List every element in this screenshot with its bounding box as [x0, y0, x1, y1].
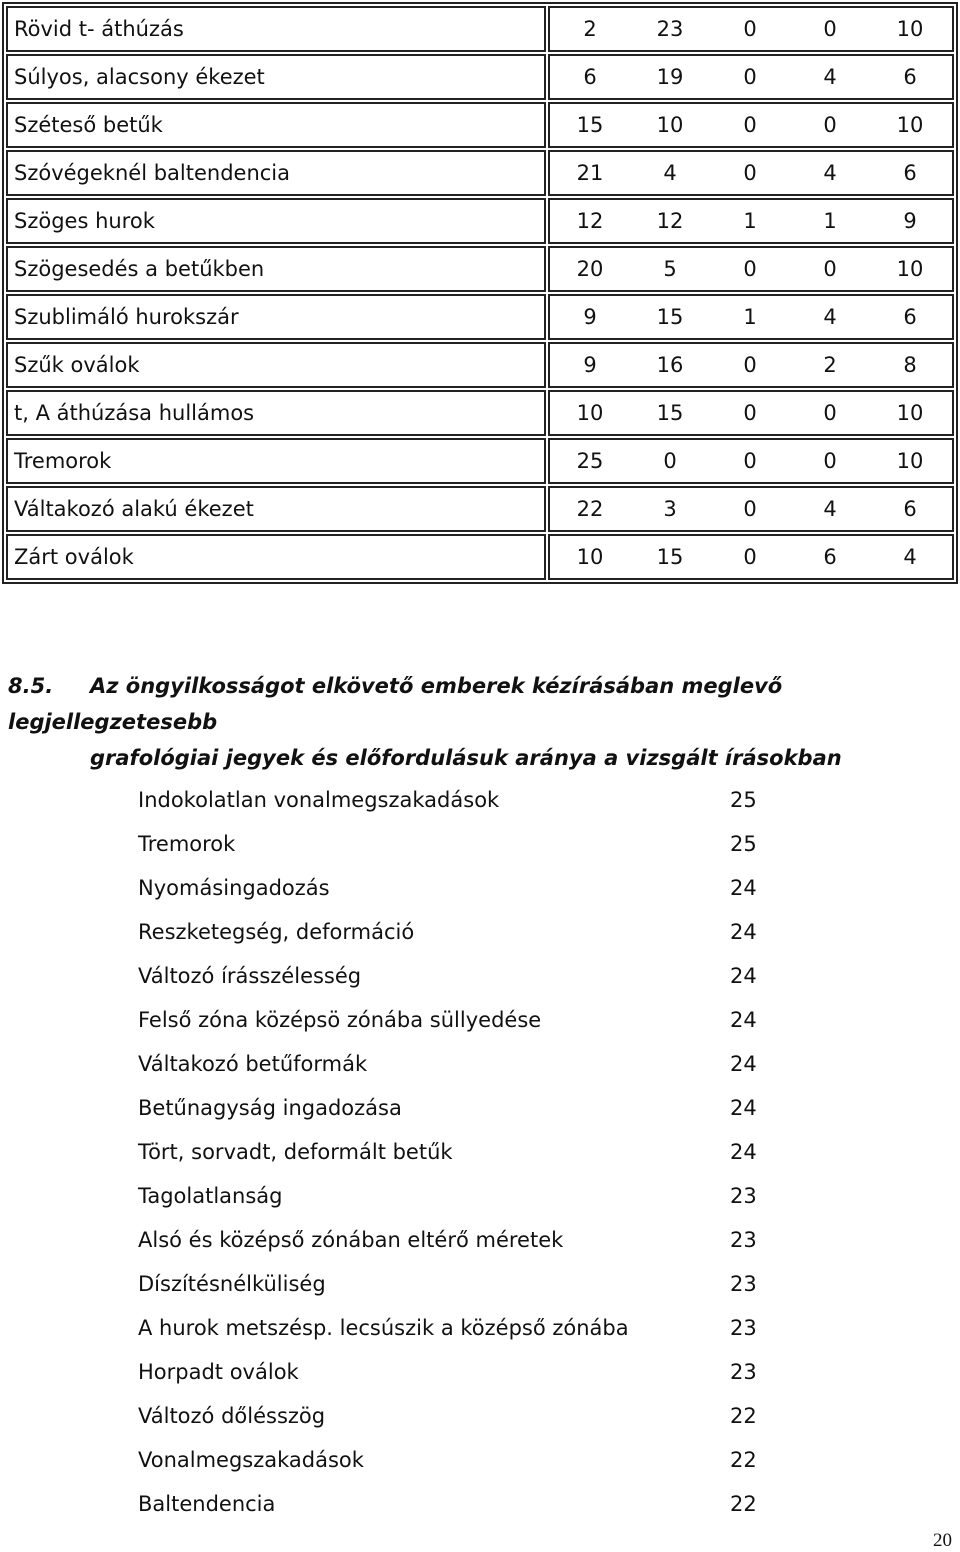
- feature-list: [138, 778, 778, 1526]
- row-values: [548, 438, 954, 484]
- row-value: 0: [743, 545, 757, 569]
- table-row: [6, 102, 954, 148]
- row-value: 0: [743, 449, 757, 473]
- row-value: 12: [656, 209, 684, 233]
- row-value: 6: [583, 65, 597, 89]
- row-value: 8: [903, 353, 917, 377]
- list-item: [138, 1350, 778, 1394]
- row-value: 2: [823, 353, 837, 377]
- row-value: 4: [903, 545, 917, 569]
- list-item-name: Tört, sorvadt, deformált betűk: [138, 1140, 453, 1164]
- table-row: [6, 6, 954, 52]
- table-row: [6, 438, 954, 484]
- row-value: 4: [663, 161, 677, 185]
- list-item: [138, 778, 778, 822]
- list-item-name: Tagolatlanság: [138, 1184, 283, 1208]
- row-value: 25: [576, 449, 604, 473]
- row-label: Szűk oválok: [6, 342, 546, 388]
- list-item-name: Betűnagyság ingadozása: [138, 1096, 402, 1120]
- row-value: 22: [576, 497, 604, 521]
- list-item-name: Változó dőlésszög: [138, 1404, 326, 1428]
- section-heading: [8, 668, 938, 776]
- row-label: t, A áthúzása hullámos: [6, 390, 546, 436]
- list-item-name: Horpadt oválok: [138, 1360, 299, 1384]
- row-value: 0: [823, 401, 837, 425]
- list-item-value: 24: [730, 1096, 757, 1120]
- row-value: 0: [743, 65, 757, 89]
- row-label: Zárt oválok: [6, 534, 546, 580]
- row-value: 16: [656, 353, 684, 377]
- list-item: [138, 910, 778, 954]
- row-value: 0: [663, 449, 677, 473]
- row-value: 6: [903, 161, 917, 185]
- table-row: [6, 198, 954, 244]
- list-item-name: Változó írásszélesség: [138, 964, 362, 988]
- list-item-value: 25: [730, 788, 757, 812]
- list-item-name: Felső zóna középsö zónába süllyedése: [138, 1008, 542, 1032]
- row-value: 0: [743, 257, 757, 281]
- row-values: [548, 390, 954, 436]
- row-label: Súlyos, alacsony ékezet: [6, 54, 546, 100]
- row-values: [548, 54, 954, 100]
- row-value: 20: [576, 257, 604, 281]
- row-value: 10: [656, 113, 684, 137]
- list-item: [138, 1130, 778, 1174]
- list-item-name: Tremorok: [138, 832, 236, 856]
- row-value: 15: [656, 305, 684, 329]
- row-value: 19: [656, 65, 684, 89]
- row-value: 0: [823, 113, 837, 137]
- row-values: [548, 294, 954, 340]
- list-item-value: 24: [730, 1008, 757, 1032]
- row-label: Szögesedés a betűkben: [6, 246, 546, 292]
- row-value: 10: [896, 113, 924, 137]
- data-table: [2, 2, 958, 584]
- row-value: 10: [576, 401, 604, 425]
- list-item: [138, 1174, 778, 1218]
- row-label: Rövid t- áthúzás: [6, 6, 546, 52]
- list-item-name: Baltendencia: [138, 1492, 276, 1516]
- row-value: 2: [583, 17, 597, 41]
- list-item-value: 22: [730, 1492, 757, 1516]
- list-item-value: 23: [730, 1184, 757, 1208]
- row-value: 1: [743, 305, 757, 329]
- section-title-line2: grafológiai jegyek és előfordulásuk aránya a vizsgált írásokban: [90, 746, 842, 770]
- row-label: Tremorok: [6, 438, 546, 484]
- list-item-name: Váltakozó betűformák: [138, 1052, 368, 1076]
- row-value: 15: [576, 113, 604, 137]
- row-value: 0: [743, 401, 757, 425]
- list-item: [138, 1306, 778, 1350]
- list-item-value: 24: [730, 1140, 757, 1164]
- table-row: [6, 534, 954, 580]
- row-value: 0: [743, 17, 757, 41]
- list-item: [138, 998, 778, 1042]
- list-item: [138, 822, 778, 866]
- row-value: 10: [896, 449, 924, 473]
- page-number: 20: [933, 1530, 952, 1551]
- row-value: 10: [576, 545, 604, 569]
- row-value: 3: [663, 497, 677, 521]
- list-item: [138, 1042, 778, 1086]
- row-values: [548, 246, 954, 292]
- list-item-value: 23: [730, 1360, 757, 1384]
- row-value: 4: [823, 161, 837, 185]
- table-row: [6, 486, 954, 532]
- row-value: 0: [823, 449, 837, 473]
- row-value: 9: [583, 305, 597, 329]
- row-values: [548, 342, 954, 388]
- table-row: [6, 150, 954, 196]
- row-value: 0: [823, 17, 837, 41]
- row-value: 6: [903, 305, 917, 329]
- list-item-name: Nyomásingadozás: [138, 876, 330, 900]
- row-value: 12: [576, 209, 604, 233]
- list-item-value: 22: [730, 1404, 757, 1428]
- row-values: [548, 6, 954, 52]
- row-value: 10: [896, 257, 924, 281]
- list-item-name: Díszítésnélküliség: [138, 1272, 326, 1296]
- list-item: [138, 1438, 778, 1482]
- row-value: 4: [823, 497, 837, 521]
- row-value: 5: [663, 257, 677, 281]
- row-values: [548, 150, 954, 196]
- row-value: 6: [823, 545, 837, 569]
- row-value: 0: [743, 113, 757, 137]
- row-value: 15: [656, 401, 684, 425]
- row-value: 6: [903, 65, 917, 89]
- list-item-value: 22: [730, 1448, 757, 1472]
- row-values: [548, 534, 954, 580]
- list-item-value: 24: [730, 1052, 757, 1076]
- table-row: [6, 294, 954, 340]
- row-value: 4: [823, 305, 837, 329]
- table-row: [6, 246, 954, 292]
- row-value: 0: [743, 161, 757, 185]
- list-item-value: 24: [730, 876, 757, 900]
- list-item-value: 25: [730, 832, 757, 856]
- list-item-value: 23: [730, 1228, 757, 1252]
- row-value: 15: [656, 545, 684, 569]
- table-row: [6, 54, 954, 100]
- row-values: [548, 486, 954, 532]
- list-item-name: Indokolatlan vonalmegszakadások: [138, 788, 500, 812]
- list-item-name: Vonalmegszakadások: [138, 1448, 364, 1472]
- list-item: [138, 1086, 778, 1130]
- list-item-value: 24: [730, 964, 757, 988]
- section-number: 8.5.: [8, 674, 54, 698]
- row-label: Váltakozó alakú ékezet: [6, 486, 546, 532]
- row-value: 21: [576, 161, 604, 185]
- row-value: 0: [743, 497, 757, 521]
- list-item: [138, 866, 778, 910]
- list-item-value: 23: [730, 1316, 757, 1340]
- row-values: [548, 198, 954, 244]
- row-value: 9: [583, 353, 597, 377]
- row-label: Szóvégeknél baltendencia: [6, 150, 546, 196]
- row-value: 4: [823, 65, 837, 89]
- row-value: 10: [896, 17, 924, 41]
- list-item: [138, 1218, 778, 1262]
- row-value: 1: [743, 209, 757, 233]
- list-item-value: 23: [730, 1272, 757, 1296]
- section-title-line1: Az öngyilkosságot elkövető emberek kézírásában meglevő legjellegzetesebb: [8, 674, 783, 734]
- row-value: 0: [823, 257, 837, 281]
- list-item-value: 24: [730, 920, 757, 944]
- list-item: [138, 1482, 778, 1526]
- row-label: Széteső betűk: [6, 102, 546, 148]
- row-value: 9: [903, 209, 917, 233]
- row-value: 0: [743, 353, 757, 377]
- list-item-name: A hurok metszésp. lecsúszik a középső zónába: [138, 1316, 629, 1340]
- row-value: 6: [903, 497, 917, 521]
- row-values: [548, 102, 954, 148]
- list-item: [138, 954, 778, 998]
- row-value: 10: [896, 401, 924, 425]
- table-row: [6, 390, 954, 436]
- list-item: [138, 1262, 778, 1306]
- list-item: [138, 1394, 778, 1438]
- row-label: Szublimáló hurokszár: [6, 294, 546, 340]
- list-item-name: Reszketegség, deformáció: [138, 920, 415, 944]
- row-label: Szöges hurok: [6, 198, 546, 244]
- list-item-name: Alsó és középső zónában eltérő méretek: [138, 1228, 564, 1252]
- table-row: [6, 342, 954, 388]
- row-value: 1: [823, 209, 837, 233]
- row-value: 23: [656, 17, 684, 41]
